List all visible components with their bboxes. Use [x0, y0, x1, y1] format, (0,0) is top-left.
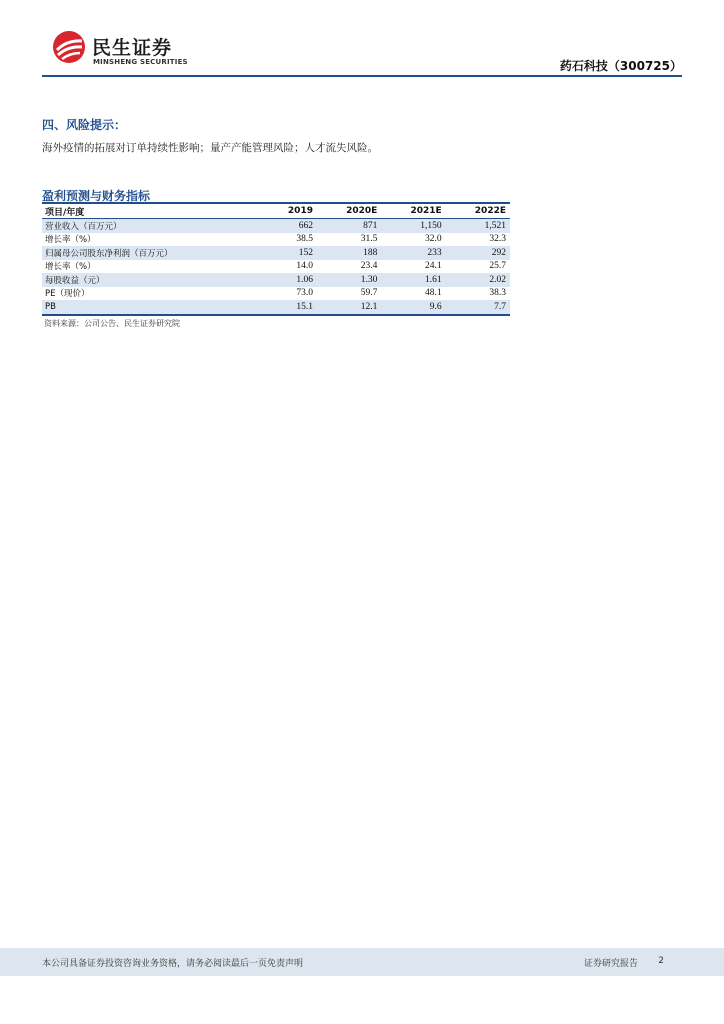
- brand-name-en: MINSHENG SECURITIES: [93, 58, 188, 66]
- table-source-note: 资料来源：公司公告、民生证券研究院: [44, 319, 180, 328]
- table-row: [42, 300, 510, 315]
- row-label: 归属母公司股东净利润（百万元）: [45, 248, 173, 259]
- row-label: 增长率（%）: [45, 262, 96, 273]
- risk-section-title: 四、风险提示：: [42, 118, 127, 132]
- table-cell: 662: [298, 220, 313, 231]
- page-number: 2: [658, 956, 664, 966]
- table-cell: 38.3: [489, 288, 506, 299]
- column-header: 2021E: [410, 206, 442, 216]
- table-cell: 1.30: [360, 274, 378, 285]
- table-cell: 32.0: [425, 234, 442, 245]
- row-label: PB: [45, 301, 56, 312]
- table-row: [42, 233, 510, 247]
- table-cell: 1,150: [420, 220, 442, 231]
- page-header: [0, 0, 724, 80]
- table-cell: 7.7: [494, 301, 506, 312]
- table-row: [42, 287, 510, 301]
- minsheng-logo-icon: [52, 30, 86, 64]
- table-cell: 1,521: [484, 220, 506, 231]
- row-label: PE（现价）: [45, 289, 90, 300]
- table-cell: 12.1: [360, 301, 378, 312]
- table-cell: 48.1: [425, 288, 442, 299]
- table-row: [42, 273, 510, 287]
- table-cell: 188: [363, 247, 378, 258]
- table-cell: 152: [298, 247, 313, 258]
- table-cell: 38.5: [296, 234, 313, 245]
- column-header: 2020E: [346, 206, 378, 216]
- row-label: 营业收入（百万元）: [45, 221, 122, 232]
- column-header: 2022E: [474, 206, 506, 216]
- forecast-table-container: [42, 202, 510, 316]
- table-cell: 15.1: [296, 301, 313, 312]
- table-cell: 32.3: [489, 234, 506, 245]
- footer-disclaimer: 本公司具备证券投资咨询业务资格，请务必阅读最后一页免责声明: [42, 959, 304, 969]
- table-cell: 23.4: [360, 261, 378, 272]
- table-cell: 59.7: [360, 288, 378, 299]
- table-row: [42, 260, 510, 274]
- row-label: 每股收益（元）: [45, 275, 105, 286]
- risk-text: 海外疫情的拓展对订单持续性影响；量产产能管理风险；人才流失风险。: [42, 142, 378, 154]
- report-title: 药石科技（300725）: [559, 59, 682, 73]
- table-cell: 1.61: [425, 274, 442, 285]
- table-cell: 233: [427, 247, 442, 258]
- table-cell: 73.0: [296, 288, 313, 299]
- table-cell: 2.02: [489, 274, 506, 285]
- forecast-table-title: 盈利预测与财务指标: [42, 189, 151, 203]
- table-cell: 31.5: [360, 234, 378, 245]
- column-header: 2019: [287, 206, 313, 216]
- table-header-row: [42, 203, 510, 219]
- page-footer: [0, 948, 724, 976]
- table-cell: 871: [363, 220, 378, 231]
- forecast-table: [42, 202, 510, 316]
- table-cell: 24.1: [425, 261, 442, 272]
- footer-doc-type: 证券研究报告: [583, 959, 638, 969]
- column-header: 项目/年度: [45, 207, 85, 218]
- table-cell: 1.06: [296, 274, 313, 285]
- table-cell: 292: [491, 247, 506, 258]
- table-row: [42, 246, 510, 260]
- header-divider: [42, 75, 682, 77]
- table-row: [42, 219, 510, 233]
- row-label: 增长率（%）: [45, 235, 96, 246]
- table-cell: 9.6: [429, 301, 442, 312]
- table-cell: 25.7: [489, 261, 506, 272]
- brand-name-cn: 民生证券: [92, 37, 173, 59]
- table-cell: 14.0: [296, 261, 313, 272]
